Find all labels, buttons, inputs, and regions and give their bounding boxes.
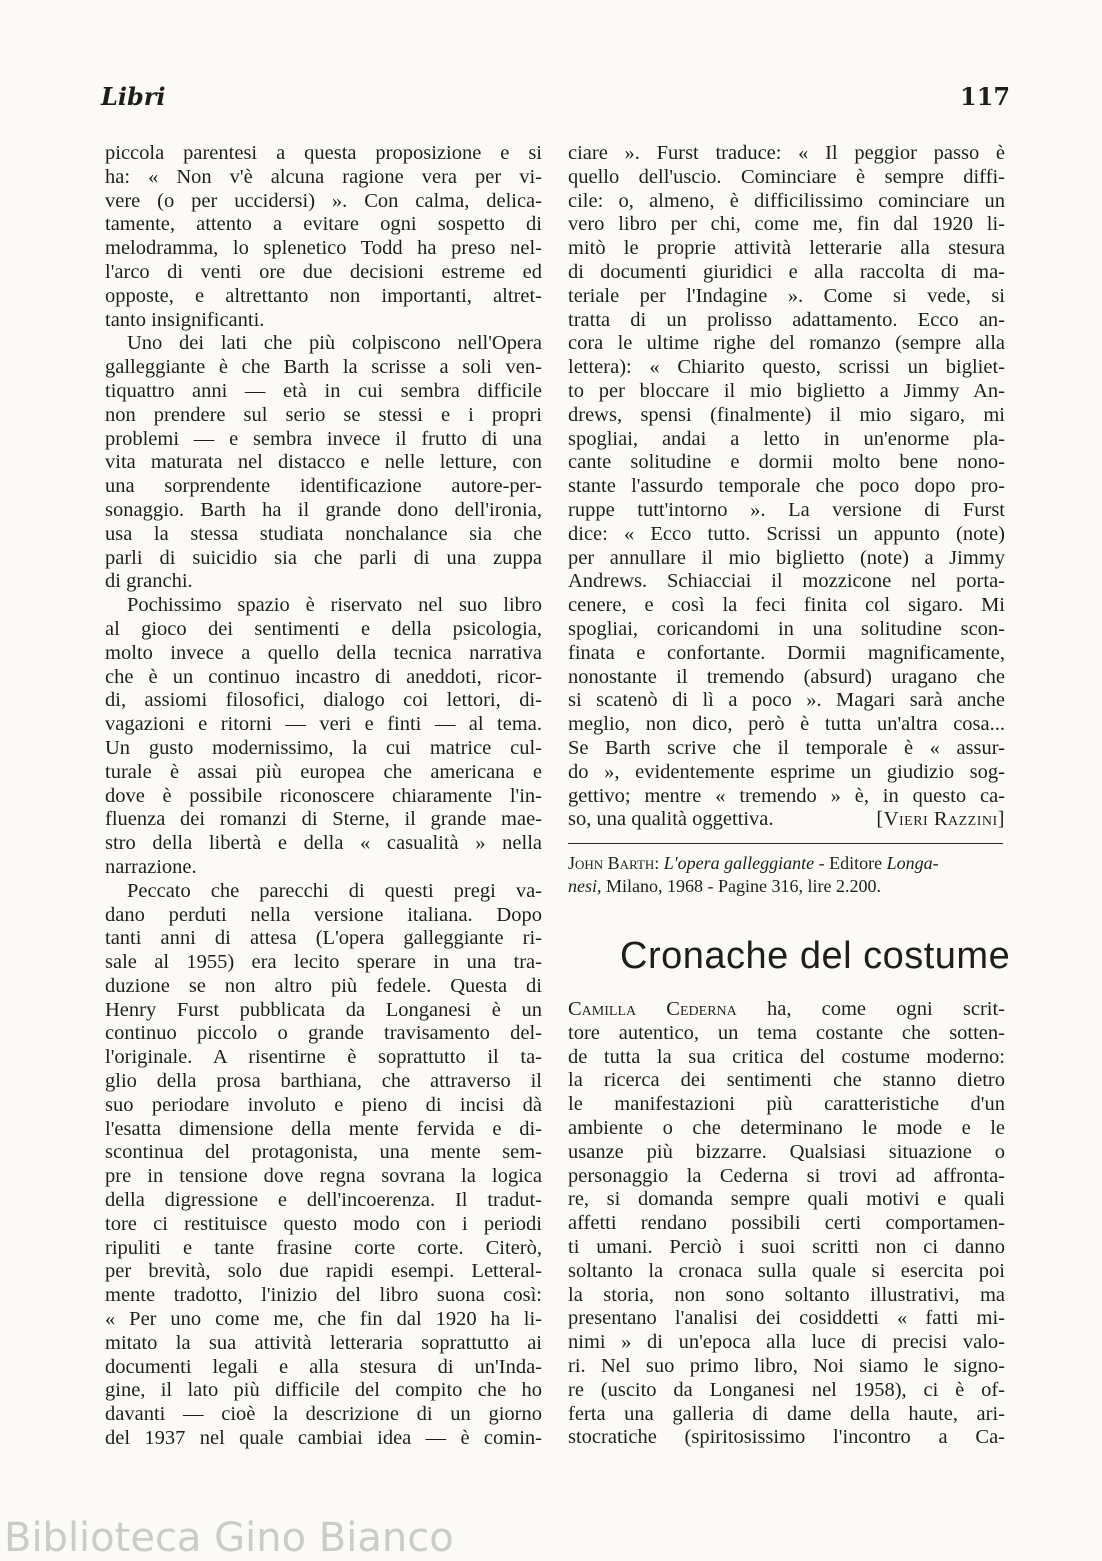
bib-rest: Milano, 1968 - Pagine 316, lire 2.200. bbox=[601, 876, 881, 896]
bib-publisher-b: nesi, bbox=[568, 876, 602, 896]
text-line: molto invece a quello della tecnica narrativa bbox=[105, 641, 542, 664]
text-line: narrazione. bbox=[105, 855, 197, 878]
text-line: tanti anni di attesa (L'opera galleggiante ri- bbox=[105, 927, 542, 950]
text-line: turale è assai più europea che americana e bbox=[105, 760, 542, 783]
text-line: fluenza dei romanzi di Sterne, il grande mae- bbox=[105, 808, 542, 831]
text-line: tamente, attento a evitare ogni sospetto di bbox=[105, 213, 542, 236]
text-line: usanze più bizzarre. Qualsiasi situazione o bbox=[568, 1140, 1005, 1163]
text-line: problemi — e sembra invece il frutto di una bbox=[105, 427, 542, 450]
text-line: ha: « Non v'è alcuna ragione vera per vi- bbox=[105, 165, 542, 188]
library-watermark: Biblioteca Gino Bianco bbox=[4, 1515, 454, 1561]
text-line: sale al 1955) era lecito sperare in una tra- bbox=[105, 951, 542, 974]
text-line: vere (o per uccidersi) ». Con calma, delica- bbox=[105, 189, 542, 212]
text-line: do », evidentemente esprime un giudizio sog- bbox=[568, 760, 1005, 783]
text-line: ruppe tutt'intorno ». La versione di Furst bbox=[568, 498, 1005, 521]
running-head-section: Libri bbox=[101, 82, 166, 111]
right-column-lower bbox=[568, 998, 1005, 1450]
text-line: cile: o, almeno, è difficilissimo cominciare un bbox=[568, 189, 1005, 212]
text-line: nimi » di un'epoca alla luce di precisi valo- bbox=[568, 1331, 1005, 1354]
text-line: mitò le proprie attività letterarie alla stesura bbox=[568, 237, 1005, 260]
text-line: « Per uno come me, che fin dal 1920 ha li- bbox=[105, 1308, 542, 1331]
text-line: stante l'assurdo temporale che poco dopo pro- bbox=[568, 475, 1005, 498]
text-line: l'originale. A risentirne è soprattutto il ta- bbox=[105, 1046, 542, 1069]
text-line: non prendere sul serio se stessi e i propri bbox=[105, 403, 542, 426]
text-line: davanti — cioè la descrizione di un giorno bbox=[105, 1403, 542, 1426]
text-line: usa la stessa studiata nonchalance sia che bbox=[105, 522, 542, 545]
lead-rest: ha, come ogni scrit- bbox=[736, 998, 1005, 1020]
text-line: tratta di un prolisso adattamento. Ecco an- bbox=[568, 308, 1005, 331]
text-line: nonostante il tremendo (absurd) uragano che bbox=[568, 665, 1005, 688]
text-line: meglio, non dico, però è tutta un'altra cosa... bbox=[568, 713, 1005, 736]
text-line: so, una qualità oggettiva. [Vieri Razzini] bbox=[568, 808, 1005, 831]
text-line: personaggio la Cederna si trovi ad affronta- bbox=[568, 1164, 1005, 1187]
text-line: Uno dei lati che più colpiscono nell'Opera bbox=[127, 332, 542, 355]
page-number: 117 bbox=[960, 82, 1011, 111]
text-line: duzione se non altro più fedele. Questa di bbox=[105, 974, 542, 997]
text-line: galleggiante è che Barth la scrisse a soli ven- bbox=[105, 356, 542, 379]
text-line: la ricerca dei sentimenti che stanno dietro bbox=[568, 1069, 1005, 1092]
text-line: ti umani. Perciò i suoi scritti non ci danno bbox=[568, 1235, 1005, 1258]
text-line: vita maturata nel distacco e nelle letture, con bbox=[105, 451, 542, 474]
bib-author: John Barth: bbox=[568, 853, 660, 873]
text-line: presentano l'analisi dei cosiddetti « fatti mi- bbox=[568, 1307, 1005, 1330]
text-line: cora le ultime righe del romanzo (sempre alla bbox=[568, 332, 1005, 355]
text-line: l'esatta dimensione della mente fervida e di- bbox=[105, 1117, 542, 1140]
text-line: drews, spensi (finalmente) il mio sigaro, mi bbox=[568, 403, 1005, 426]
text-line: re, si domanda sempre quali motivi e quali bbox=[568, 1188, 1005, 1211]
text-line: ferta una galleria di dame della haute, ari- bbox=[568, 1402, 1005, 1425]
text-line: tore ci restituisce questo modo con i periodi bbox=[105, 1212, 542, 1235]
text-line: la storia, non sono soltanto illustrativi, ma bbox=[568, 1283, 1005, 1306]
bibliography-note bbox=[568, 852, 1005, 898]
text-line: lettera): « Chiarito questo, scrissi un bigliet- bbox=[568, 356, 1005, 379]
bib-mid: - Editore bbox=[814, 853, 887, 873]
bib-title: L'opera galleggiante bbox=[663, 853, 815, 873]
text-line: piccola parentesi a questa proposizione e si bbox=[105, 142, 542, 164]
text-line: dove è possibile riconoscere chiaramente l'in- bbox=[105, 784, 542, 807]
text-line: stro della libertà e della « casualità » nella bbox=[105, 832, 542, 855]
text-line: parli di suicidio sia che parli di una zuppa bbox=[105, 546, 542, 569]
bib-publisher-a: Longa- bbox=[886, 853, 939, 873]
text-line: del 1937 nel quale cambiai idea — è comin- bbox=[105, 1427, 542, 1450]
text-line: to per bloccare il mio biglietto a Jimmy An- bbox=[568, 379, 1005, 402]
text-line: le manifestazioni più caratteristiche d'un bbox=[568, 1093, 1005, 1116]
text-line: della digressione e dell'incoerenza. Il tradut- bbox=[105, 1189, 542, 1212]
text-line: Andrews. Schiacciai il mozzicone nel porta- bbox=[568, 570, 1005, 593]
text-line: opposte, e altrettanto non importanti, altret- bbox=[105, 284, 542, 307]
text-line: Peccato che parecchi di questi pregi va- bbox=[127, 879, 542, 902]
text-line: una sorprendente identificazione autore-per- bbox=[105, 475, 542, 498]
text-line: spogliai, coricandomi in una solitudine scon- bbox=[568, 617, 1005, 640]
author-signature: [Vieri Razzini] bbox=[876, 808, 1005, 831]
text-line: glio della prosa barthiana, che attraverso il bbox=[105, 1070, 542, 1093]
text-line: suo periodare involuto e pieno di incisi dà bbox=[105, 1093, 542, 1116]
text-line: tiquattro anni — età in cui sembra difficile bbox=[105, 379, 542, 402]
text-line: dice: « Ecco tutto. Scrissi un appunto (note) bbox=[568, 522, 1005, 545]
text-line: ripuliti e tante frasine corte corte. Citerò, bbox=[105, 1236, 542, 1259]
text-line: Se Barth scrive che il temporale è « assur- bbox=[568, 736, 1005, 759]
text-line: vagazioni e ritorni — veri e finti — al tema. bbox=[105, 713, 542, 736]
lead-name: Camilla Cederna bbox=[568, 998, 737, 1020]
text-line: gettivo; mentre « tremendo » è, in questo ca- bbox=[568, 784, 1005, 807]
text-line: gine, il lato più difficile del compito che ho bbox=[105, 1379, 542, 1402]
text-line: Un gusto modernissimo, la cui matrice cul- bbox=[105, 736, 542, 759]
text-line: re (uscito da Longanesi nel 1958), ci è of- bbox=[568, 1378, 1005, 1401]
text-line: soltanto la cronaca sulla quale si esercita poi bbox=[568, 1259, 1005, 1282]
text-line: continuo piccolo o grande travisamento del- bbox=[105, 1022, 542, 1045]
text-line: scontinua del protagonista, una mente sem- bbox=[105, 1141, 542, 1164]
text-line: teriale per l'Indagine ». Come si vede, si bbox=[568, 284, 1005, 307]
left-column bbox=[105, 142, 542, 1451]
text-line: che è un continuo incastro di aneddoti, ricor- bbox=[105, 665, 542, 688]
text-line: al gioco dei sentimenti e della psicologia, bbox=[105, 617, 542, 640]
text-line: spogliai, andai a letto in un'enorme pla- bbox=[568, 427, 1005, 450]
text-line: si scatenò di lì a poco ». Magari sarà anche bbox=[568, 689, 1005, 712]
text-line: ri. Nel suo primo libro, Noi siamo le signo- bbox=[568, 1354, 1005, 1377]
text-line: tore autentico, un tema costante che sotten- bbox=[568, 1021, 1005, 1044]
text-line: sonaggio. Barth ha il grande dono dell'ironia, bbox=[105, 498, 542, 521]
text-line: di, assiomi filosofici, dialogo coi lettori, di- bbox=[105, 689, 542, 712]
text-line bbox=[568, 998, 1005, 1022]
text-line: quello dell'uscio. Cominciare è sempre diffi- bbox=[568, 165, 1005, 188]
text-line: Henry Furst pubblicata da Longanesi è un bbox=[105, 998, 542, 1021]
text-line: vero libro per chi, come me, fin dal 1920 li- bbox=[568, 213, 1005, 236]
text-line: mitato la sua attività letteraria soprattutto ai bbox=[105, 1331, 542, 1354]
text-line: tanto insignificanti. bbox=[105, 308, 265, 331]
bibliography-rule bbox=[568, 843, 1003, 844]
text-line: ciare ». Furst traduce: « Il peggior passo è bbox=[568, 142, 1005, 164]
text-line: affetti rendano possibili certi comportamen- bbox=[568, 1212, 1005, 1235]
text-line: di granchi. bbox=[105, 570, 193, 593]
text-line: cenere, e così la feci finita col sigaro. Mi bbox=[568, 594, 1005, 617]
section-heading: Cronache del costume bbox=[620, 935, 1011, 977]
text-line: pre in tensione dove regna sovrana la logica bbox=[105, 1165, 542, 1188]
text-line: documenti legali e alla stesura di un'Inda- bbox=[105, 1355, 542, 1378]
text-line: ambiente o che determinano le mode e le bbox=[568, 1116, 1005, 1139]
text-line: di documenti giuridici e alla raccolta di ma- bbox=[568, 260, 1005, 283]
text-line: per annullare il mio biglietto (note) a Jimmy bbox=[568, 546, 1005, 569]
text-line: finata e confortante. Dormii magnificamente, bbox=[568, 641, 1005, 664]
right-column bbox=[568, 142, 1005, 832]
text-line: l'arco di venti ore due decisioni estreme ed bbox=[105, 260, 542, 283]
text-line: cante solitudine e dormii molto bene nono- bbox=[568, 451, 1005, 474]
text-line: de tutta la sua critica del costume moderno: bbox=[568, 1045, 1005, 1068]
text-line: stocratiche (spiritosissimo l'incontro a Ca- bbox=[568, 1426, 1005, 1449]
text-line: Pochissimo spazio è riservato nel suo libro bbox=[127, 594, 542, 617]
text-line: mente tradotto, l'inizio del libro suona così: bbox=[105, 1284, 542, 1307]
text-line: per brevità, solo due rapidi esempi. Letteral- bbox=[105, 1260, 542, 1283]
text-line: melodramma, lo splenetico Todd ha preso nel- bbox=[105, 237, 542, 260]
text-line: dano perduti nella versione italiana. Dopo bbox=[105, 903, 542, 926]
